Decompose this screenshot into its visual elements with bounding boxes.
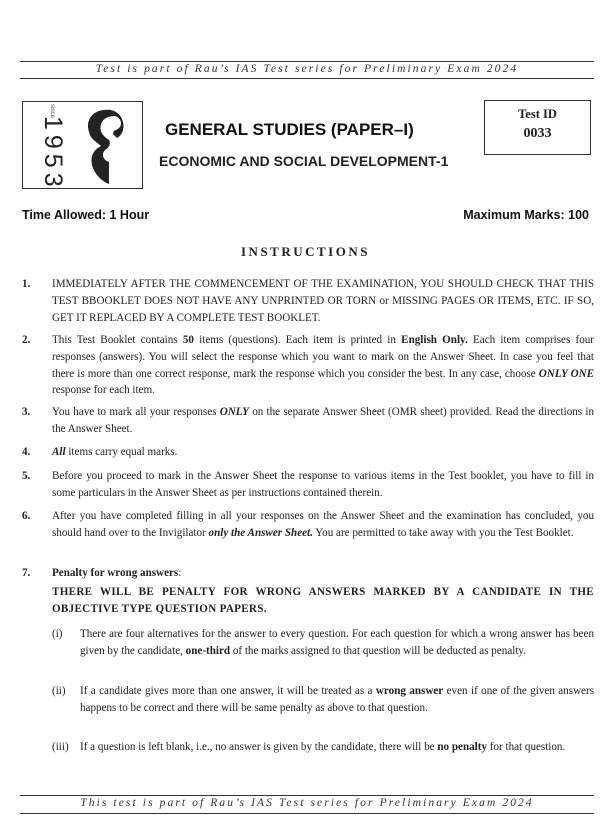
item-number: 6. [22, 510, 31, 522]
instructions-heading: INSTRUCTIONS [241, 244, 370, 259]
test-id-value: 0033 [523, 126, 552, 141]
logo [22, 101, 143, 192]
logo-since: since [49, 104, 55, 119]
item-text: This Test Booklet contains 50 items (questions). Each item is printed in English Only. Each item comprises four responses (answers). You will select the response which you want to mark on the Answer Sheet. In case you feel that there is more than one correct response, mark the response which you consider the best. In any case, choose ONLY ONE response for each item. [52, 334, 595, 397]
instruction-item [20, 565, 594, 582]
subitem-text: If a candidate gives more than one answer, it will be treated as a wrong answer even if one of the given answers happens to be correct and there will be same penalty as above to that question. [80, 685, 595, 714]
item-number: 2. [22, 334, 31, 346]
penalty-title: Penalty for wrong answers: [52, 567, 182, 579]
penalty-subitem [52, 626, 594, 660]
paper-subtitle: ECONOMIC AND SOCIAL DEVELOPMENT-1 [159, 153, 449, 169]
maximum-marks: Maximum Marks: 100 [463, 208, 589, 222]
instruction-item [20, 276, 594, 326]
instruction-item [20, 404, 594, 438]
paper-title: GENERAL STUDIES (PAPER–I) [165, 120, 414, 139]
subitem-text: There are four alternatives for the answer to every question. For each question for which a wrong answer has been given by the candidate, one-third of the marks assigned to that question will be deducted as penalty. [80, 628, 594, 657]
bottom-banner: This test is part of Rau’s IAS Test series for Preliminary Exam 2024 [80, 797, 534, 809]
test-id-box [484, 100, 591, 155]
bottom-rule-lower [20, 813, 594, 814]
item-number: 3. [22, 406, 31, 418]
time-allowed: Time Allowed: 1 Hour [22, 208, 150, 222]
instruction-item [20, 332, 594, 399]
instruction-item [20, 508, 594, 542]
item-number: 5. [22, 470, 31, 482]
penalty-subitem [52, 739, 594, 756]
item-number: 4. [22, 446, 31, 458]
item-text: IMMEDIATELY AFTER THE COMMENCEMENT OF THE EXAMINATION, YOU SHOULD CHECK THAT THIS TEST BBOOKLET DOES NOT HAVE ANY UNPRINTED OR TORN or MISSING PAGES OR ITEMS, ETC. IF SO, GET IT REPLACED BY A COMPLETE TEST BOOKLET. [52, 278, 594, 324]
bottom-rule [20, 795, 594, 796]
item-number: 7. [22, 567, 31, 579]
penalty-statement: THERE WILL BE PENALTY FOR WRONG ANSWERS MARKED BY A CANDIDATE IN THE OBJECTIVE TYPE QUESTION PAPERS. [52, 586, 594, 615]
subitem-number: (iii) [52, 741, 69, 753]
item-text: All items carry equal marks. [52, 446, 178, 458]
instruction-item [20, 468, 594, 502]
penalty-subitem [52, 683, 594, 717]
subitem-number: (i) [52, 628, 63, 640]
item-number: 1. [22, 278, 31, 290]
item-text: After you have completed filling in all your responses on the Answer Sheet and the examination has concluded, you should hand over to the Invigilator only the Answer Sheet. You are permitted to take away with you the Test Booklet. [52, 510, 594, 539]
top-banner: Test is part of Rau’s IAS Test series for Preliminary Exam 2024 [95, 63, 519, 75]
subitem-number: (ii) [52, 685, 66, 697]
item-text: You have to mark all your responses ONLY on the separate Answer Sheet (OMR sheet) provided. Read the directions in the Answer Sheet. [52, 406, 594, 435]
top-rule-lower [20, 78, 594, 79]
penalty-caps [20, 584, 594, 618]
item-text: Before you proceed to mark in the Answer Sheet the response to various items in the Test booklet, you have to fill in some particulars in the Answer Sheet as per instructions contained therein. [52, 470, 594, 499]
subitem-text: If a question is left blank, i.e., no answer is given by the candidate, there will be no penalty for that question. [80, 741, 566, 753]
test-id-label: Test ID [518, 107, 557, 121]
top-rule [20, 61, 594, 62]
instruction-item [20, 444, 594, 461]
logo-year: 1953 [39, 116, 67, 192]
